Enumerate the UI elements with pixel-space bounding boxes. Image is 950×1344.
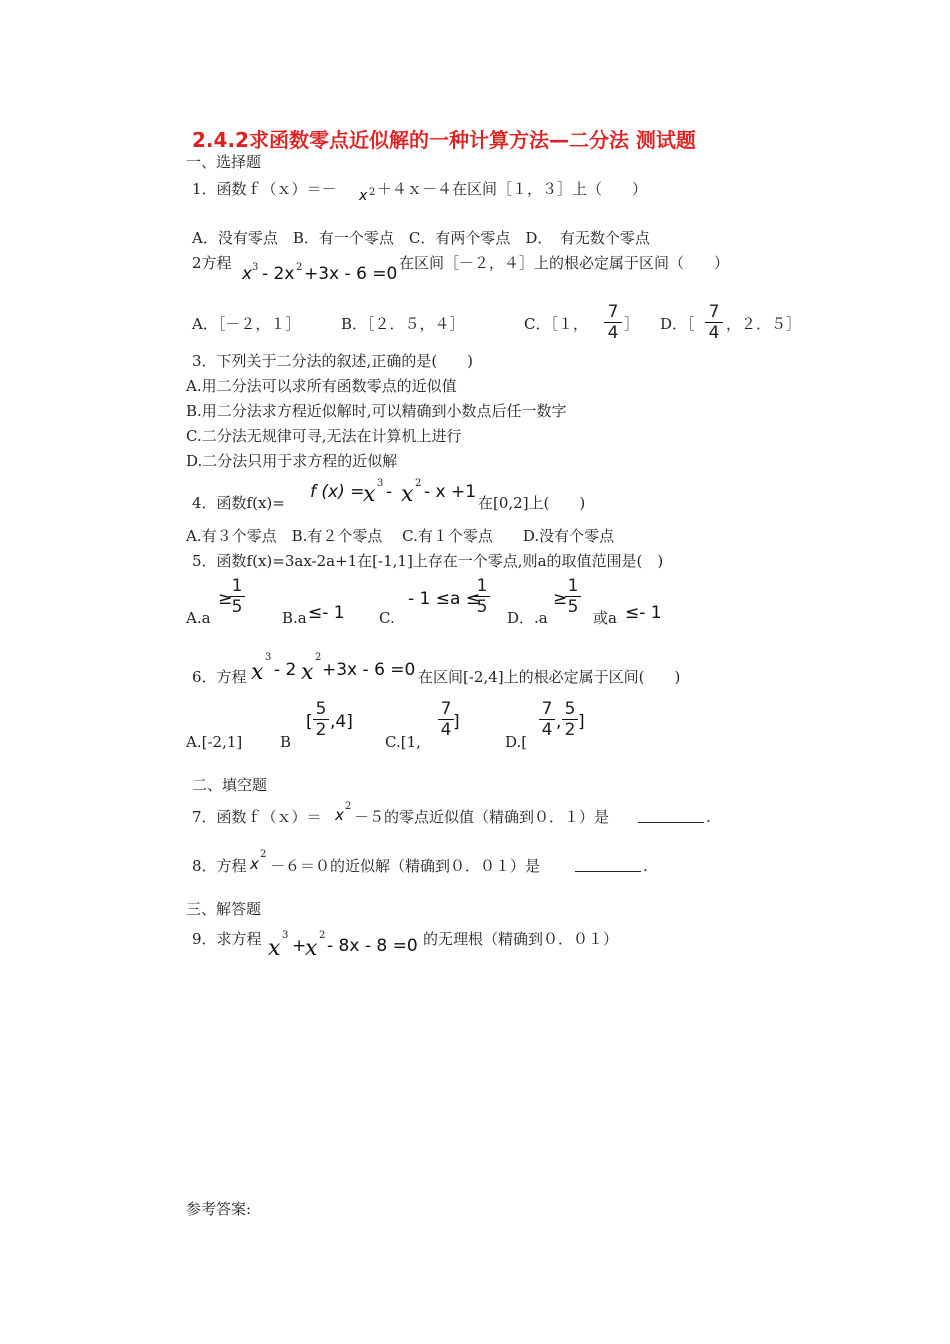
q5-option-d-label: D．.a (507, 609, 548, 627)
fraction-numerator: 5 (564, 699, 576, 719)
q6-option-a: A.[-2,1] (186, 733, 243, 751)
q8-period: . (643, 857, 648, 875)
q7-stem-part2: －５的零点近似值（精确到０．１）是 (354, 808, 610, 826)
q2-option-c-fraction (604, 303, 622, 342)
q2-stem-part1: 2方程 (192, 254, 232, 272)
q6-option-d-close: ] (578, 712, 585, 732)
section-heading-fill: 二、填空题 (192, 776, 268, 794)
fraction-numerator: 7 (607, 302, 619, 322)
q9-eq-plus: + (292, 936, 307, 956)
q2-eq-exp2: 2 (296, 262, 303, 273)
q9-eq-exp3: 3 (282, 930, 289, 941)
q5-option-d-value: ≤- 1 (625, 603, 662, 623)
q2-option-d-pre: D．［ (660, 315, 695, 333)
q7-answer-blank[interactable] (638, 808, 704, 827)
q6-eq-x1: x (251, 660, 264, 685)
q9-eq-rest: - 8x - 8 =0 (327, 936, 418, 956)
q5-option-c-label: C. (379, 609, 395, 627)
q6-eq-x2: x (301, 660, 314, 685)
q5-option-c-value: - 1 ≤a ≤ (408, 589, 481, 609)
q2-eq-x: x (242, 264, 253, 284)
section-heading-choice: 一、选择题 (186, 153, 262, 171)
q5-option-d-fraction (565, 577, 581, 616)
q5-option-c-fraction (474, 577, 490, 616)
q6-option-b-open: [ (306, 712, 313, 732)
q4-eq-exp2: 2 (415, 478, 422, 489)
q2-stem-part2: 在区间［－２，４］上的根必定属于区间（ ） (399, 254, 730, 272)
q5-option-a-symbol: ≥ (218, 589, 233, 609)
q6-eq-exp2: 2 (315, 652, 322, 663)
q6-option-c-fraction (438, 700, 454, 739)
q7-exponent: 2 (345, 801, 352, 812)
q4-eq-lhs: f (x) = (310, 482, 365, 502)
q9-eq-exp2: 2 (319, 930, 326, 941)
q7-var-x: x (335, 806, 344, 824)
q9-eq-x1: x (268, 936, 281, 961)
fraction-denominator: 4 (541, 720, 553, 740)
q4-eq-minus: - (386, 482, 393, 502)
fraction-denominator: 2 (315, 720, 327, 740)
q3-option-d: D.二分法只用于求方程的近似解 (186, 452, 398, 470)
q2-option-d-post: ，２．５］ (726, 315, 802, 333)
q1-var-x: x (359, 188, 368, 204)
fraction-denominator: 5 (567, 597, 579, 617)
q6-option-d-comma: , (556, 712, 562, 732)
page-title: 2.4.2求函数零点近似解的一种计算方法—二分法 测试题 (192, 128, 696, 152)
q2-option-a: A．［－２，１］ (192, 315, 301, 333)
fraction-denominator: 2 (564, 720, 576, 740)
q8-var-x: x (250, 855, 259, 873)
q1-stem-part1: 1．函数ｆ（ｘ）＝－ (192, 180, 337, 198)
fraction-denominator: 4 (440, 720, 452, 740)
q9-stem-part2: 的无理根（精确到０．０１） (423, 930, 619, 948)
q3-option-c: C.二分法无规律可寻,无法在计算机上进行 (186, 427, 462, 445)
q1-stem-part2: ＋４ｘ－４在区间［１，３］上（ ） (377, 180, 648, 198)
q2-eq-exp3: 3 (252, 262, 259, 273)
q9-stem-part1: 9．求方程 (192, 930, 262, 948)
q8-exponent: 2 (260, 849, 267, 860)
q6-option-d-fraction-2 (562, 700, 578, 739)
q4-eq-exp3: 3 (377, 478, 384, 489)
fraction-numerator: 7 (541, 699, 553, 719)
q6-option-b-fraction (313, 700, 329, 739)
q7-period: . (706, 808, 711, 826)
q2-eq-rest: +3x - 6 =0 (304, 264, 398, 284)
q2-option-c-pre: C．［１， (524, 315, 588, 333)
q5-stem: 5．函数f(x)=3ax-2a+1在[-1,1]上存在一个零点,则a的取值范围是( ) (192, 552, 664, 570)
q6-eq-exp3: 3 (265, 652, 272, 663)
q6-option-c-close: ] (453, 712, 460, 732)
fraction-numerator: 7 (708, 302, 720, 322)
section-heading-solve: 三、解答题 (186, 900, 262, 918)
q4-eq-rest: - x +1 (424, 482, 477, 502)
q5-option-a-label: A.a (186, 609, 211, 627)
fraction-numerator: 5 (315, 699, 327, 719)
q4-stem-part2: 在[0,2]上( ) (478, 494, 586, 512)
q5-option-a-fraction (229, 577, 245, 616)
q6-option-c-label: C.[1, (385, 733, 421, 751)
fraction-numerator: 1 (567, 576, 579, 596)
q8-stem-part1: 8．方程 (192, 857, 247, 875)
q6-option-b-label: B (280, 733, 292, 751)
q7-stem-part1: 7．函数ｆ（ｘ）＝ (192, 808, 322, 826)
q2-option-c-post: ］ (624, 315, 640, 333)
q2-eq-term2: - 2x (262, 264, 295, 284)
q6-option-d-fraction-1 (539, 700, 555, 739)
q1-options: A．没有零点 B．有一个零点 C．有两个零点 D． 有无数个零点 (192, 229, 650, 247)
q5-option-b-label: B.a (282, 609, 307, 627)
q6-stem-part1: 6．方程 (192, 668, 247, 686)
q9-eq-x2: x (305, 936, 318, 961)
q1-exponent: 2 (369, 187, 376, 198)
q6-eq-minus: - 2 (274, 660, 297, 680)
q8-stem-part2: －６＝０的近似解（精确到０．０１）是 (270, 857, 541, 875)
q6-option-b-close: ,4] (330, 712, 353, 732)
q4-eq-x2: x (401, 482, 414, 507)
fraction-numerator: 1 (231, 576, 243, 596)
q5-option-d-symbol: ≥ (553, 589, 568, 609)
q6-eq-rest: +3x - 6 =0 (322, 660, 416, 680)
q4-options: A.有３个零点 B.有２个零点 C.有１个零点 D.没有个零点 (186, 527, 615, 545)
q6-option-d-label: D.[ (505, 733, 528, 751)
q8-answer-blank[interactable] (575, 857, 641, 876)
fraction-denominator: 4 (708, 323, 720, 343)
answer-key-label: 参考答案: (186, 1200, 252, 1218)
fraction-numerator: 7 (440, 699, 452, 719)
q3-stem: 3．下列关于二分法的叙述,正确的是( ) (192, 352, 474, 370)
q5-option-d-or: 或a (593, 609, 617, 627)
q3-option-a: A.用二分法可以求所有函数零点的近似值 (186, 377, 457, 395)
q2-option-b: B．［２．５，４］ (341, 315, 465, 333)
q5-option-b-value: ≤- 1 (308, 603, 345, 623)
fraction-denominator: 5 (231, 597, 243, 617)
fraction-denominator: 4 (607, 323, 619, 343)
fraction-denominator: 5 (476, 597, 488, 617)
q4-stem-part1: 4．函数f(x)= (192, 494, 285, 512)
fraction-numerator: 1 (476, 576, 488, 596)
q4-eq-x1: x (363, 482, 376, 507)
q6-stem-part2: 在区间[-2,4]上的根必定属于区间( ) (418, 668, 681, 686)
q2-option-d-fraction (705, 303, 723, 342)
q3-option-b: B.用二分法求方程近似解时,可以精确到小数点后任一数字 (186, 402, 567, 420)
